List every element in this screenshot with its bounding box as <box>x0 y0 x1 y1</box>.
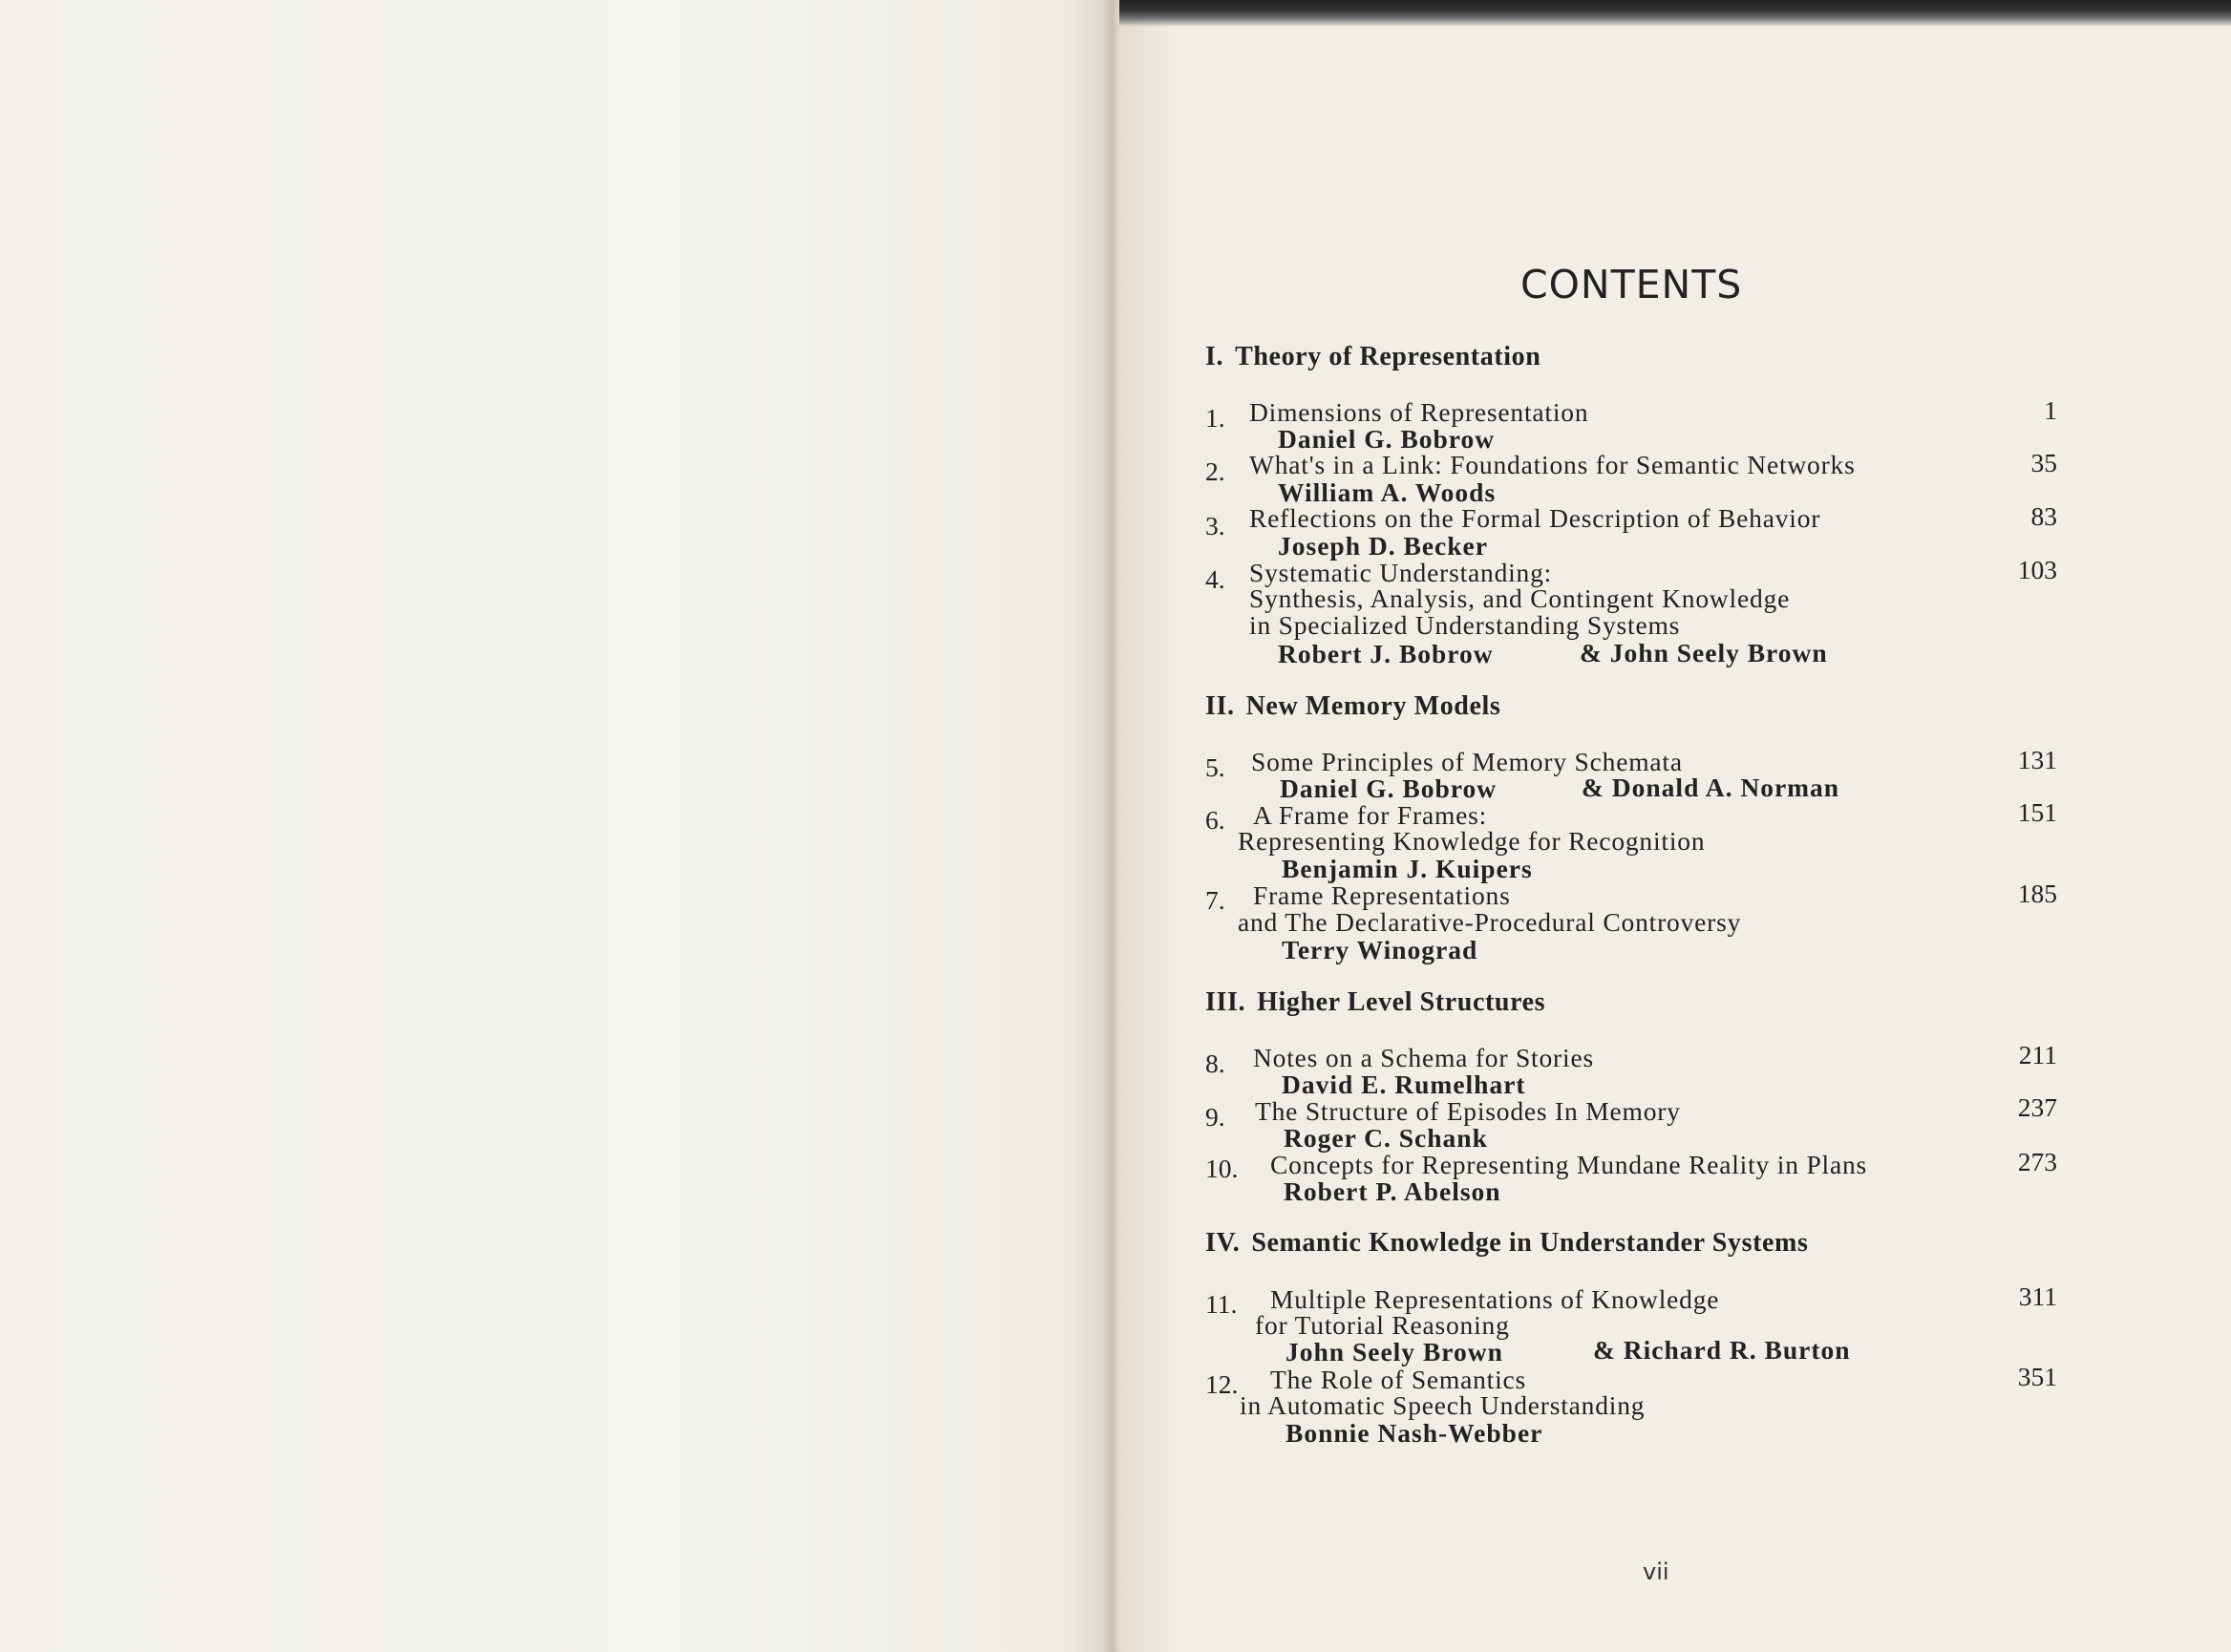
page-number: vii <box>1643 1558 1669 1585</box>
entry-title-line: for Tutorial Reasoning <box>1255 1310 1510 1340</box>
entry-number: 10. <box>1205 1154 1239 1183</box>
entry-page: 1 <box>2044 395 2057 425</box>
part-numeral: IV. <box>1205 1228 1241 1258</box>
entry-author: John Seely Brown <box>1285 1337 1503 1366</box>
entry-title-line: Reflections on the Formal Description of Behavior <box>1249 503 1821 533</box>
entry-author: William A. Woods <box>1278 477 1497 507</box>
part-heading <box>1205 1228 1808 1259</box>
part-title: Theory of Representation <box>1235 342 1541 371</box>
entry-author: Roger C. Schank <box>1284 1123 1488 1153</box>
entry-page: 83 <box>2030 501 2057 531</box>
entry-title-line: in Automatic Speech Understanding <box>1240 1390 1646 1420</box>
entry-page: 351 <box>2017 1362 2057 1391</box>
entry-title-line: A Frame for Frames: <box>1253 800 1488 830</box>
entry-author: Terry Winograd <box>1282 935 1478 964</box>
entry-page: 185 <box>2017 879 2057 908</box>
entry-page: 151 <box>2017 797 2057 827</box>
entry-author: Benjamin J. Kuipers <box>1282 854 1533 883</box>
entry-page: 237 <box>2017 1092 2057 1122</box>
entry-author: Bonnie Nash-Webber <box>1285 1418 1543 1448</box>
entry-page: 273 <box>2017 1147 2057 1176</box>
part-heading <box>1205 342 1540 372</box>
entry-number: 11. <box>1205 1289 1238 1319</box>
entry-author: Joseph D. Becker <box>1278 531 1488 561</box>
entry-page: 103 <box>2017 555 2057 584</box>
entry-page: 211 <box>2018 1040 2057 1070</box>
entry-number: 5. <box>1205 752 1225 782</box>
table-of-contents <box>1205 0 2103 1652</box>
entry-author: & John Seely Brown <box>1580 638 1828 667</box>
entry-title-line: in Specialized Understanding Systems <box>1249 610 1681 640</box>
entry-author: Daniel G. Bobrow <box>1280 773 1498 803</box>
part-heading <box>1205 987 1545 1018</box>
entry-title-line: The Structure of Episodes In Memory <box>1255 1096 1681 1126</box>
entry-number: 1. <box>1205 403 1225 433</box>
entry-number: 4. <box>1205 564 1225 594</box>
entry-author: & Donald A. Norman <box>1582 773 1840 802</box>
entry-title-line: Dimensions of Representation <box>1249 397 1589 427</box>
entry-number: 12. <box>1205 1369 1239 1399</box>
entry-author: & Richard R. Burton <box>1593 1335 1851 1365</box>
entry-title-line: Some Principles of Memory Schemata <box>1251 747 1683 776</box>
part-numeral: II. <box>1205 691 1235 721</box>
entry-author: Robert J. Bobrow <box>1278 639 1494 668</box>
entry-number: 6. <box>1205 805 1225 835</box>
entry-title-line: Synthesis, Analysis, and Contingent Knowledge <box>1249 583 1791 613</box>
entry-number: 9. <box>1205 1102 1225 1132</box>
left-page <box>0 0 1108 1652</box>
page-title: CONTENTS <box>1520 262 1743 307</box>
part-heading <box>1205 691 1500 722</box>
entry-title-line: Multiple Representations of Knowledge <box>1270 1284 1720 1314</box>
part-numeral: I. <box>1205 342 1224 371</box>
part-title: Semantic Knowledge in Understander Systems <box>1251 1228 1809 1258</box>
entry-title-line: Notes on a Schema for Stories <box>1253 1043 1594 1072</box>
part-title: New Memory Models <box>1245 691 1501 721</box>
entry-author: David E. Rumelhart <box>1282 1070 1526 1099</box>
entry-title-line: Representing Knowledge for Recognition <box>1238 826 1706 856</box>
entry-number: 3. <box>1205 511 1225 540</box>
part-numeral: III. <box>1205 987 1246 1017</box>
entry-number: 8. <box>1205 1048 1225 1078</box>
entry-title-line: What's in a Link: Foundations for Semantic Networks <box>1249 450 1856 479</box>
entry-title-line: Concepts for Representing Mundane Reality in Plans <box>1270 1150 1868 1179</box>
entry-title-line: The Role of Semantics <box>1270 1365 1527 1394</box>
entry-title-line: and The Declarative-Procedural Controversy <box>1238 907 1742 937</box>
entry-title-line: Frame Representations <box>1253 880 1511 910</box>
entry-author: Robert P. Abelson <box>1284 1176 1501 1206</box>
entry-number: 2. <box>1205 456 1225 486</box>
entry-page: 131 <box>2017 745 2057 774</box>
entry-page: 311 <box>2018 1281 2057 1311</box>
part-title: Higher Level Structures <box>1257 987 1546 1017</box>
entry-number: 7. <box>1205 885 1225 915</box>
entry-title-line: Systematic Understanding: <box>1249 558 1553 587</box>
entry-author: Daniel G. Bobrow <box>1278 424 1496 454</box>
entry-page: 35 <box>2030 448 2057 477</box>
